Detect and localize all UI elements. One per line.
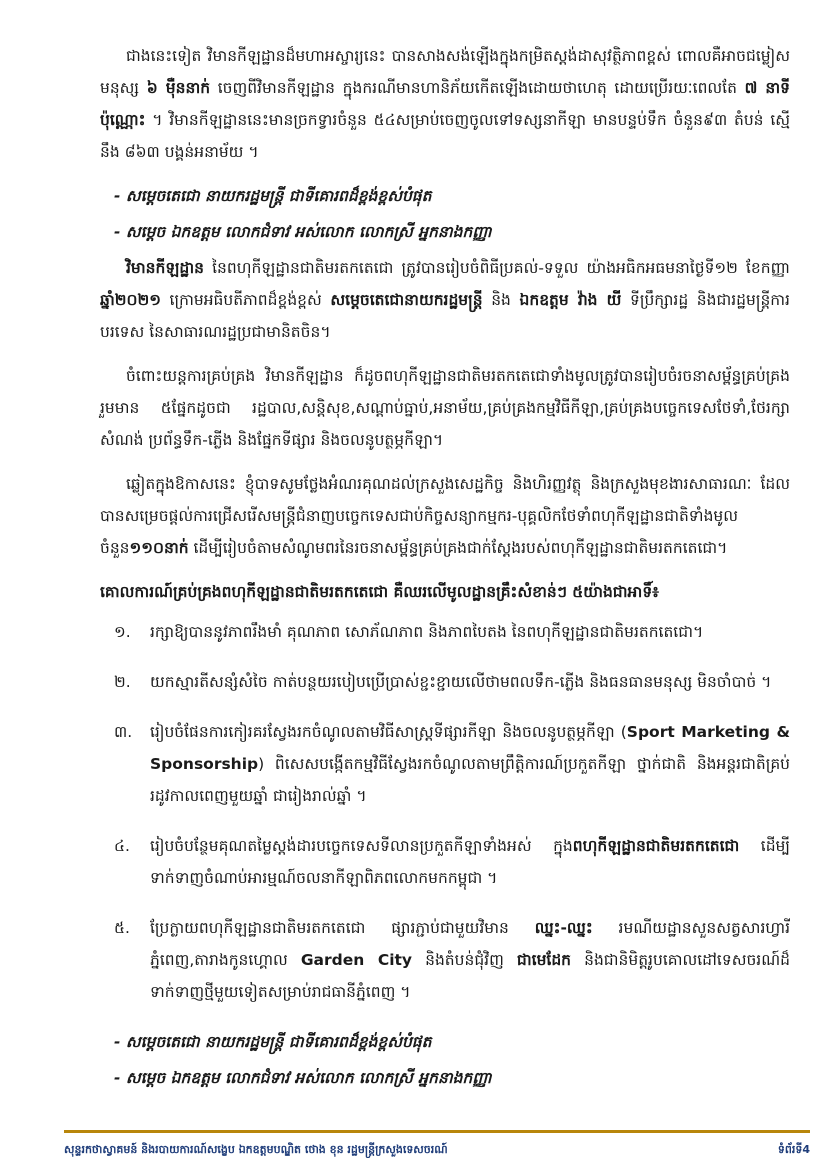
text-span: នៃពហុកីឡដ្ឋានជាតិមរតកតេជោ ត្រូវបានរៀបចំពិធីប្រគល់-ទទួល យ៉ាងអធិកអធមនាថ្ងៃទី១២ ខែកញ្ញា [203,259,790,277]
bold-span: ១១០នាក់ [129,539,189,557]
text-span: ជាងនេះទៀត វិមានកីឡដ្ឋានដ៏មហាអស្ចារ្យនេះ បានសាងសង់ឡើងក្នុងកម្រិតស្តង់ដាសុវត្ថិភាពខ្ពស់ ពោលគឺអាចជម្លៀសមនុស្ស [100,47,790,97]
salutation-line: - សម្តេចតេជោ នាយករដ្ឋមន្ត្រី ជាទីគោរពដ៏ខ្ពង់ខ្ពស់បំផុត [114,187,432,205]
item-number: ២. [114,673,131,691]
text-span: ក្រោមអធិបតីភាពដ៏ខ្ពង់ខ្ពស់ [160,291,331,309]
text-span: ខ្ញុំបាទសូមថ្លែងអំណរគុណដល់ក្រសួងសេដ្ឋកិច្ច និងហិរញ្ញវត្ថុ និងក្រសួងមុខងារសាធារណៈ ដែលបានសម្រេចផ្តល់ការជ្រើសរើសមន្ត្រីជំនាញបច្ចេកទេសជាប់កិច្ចសន្យាកម្មករ-បុគ្គលិកថែទាំពហុកីឡដ្ឋានជាតិទាំងមូល ចំនួន [100,475,790,557]
intro-paragraph [100,40,790,168]
text-span: ទីប្រឹក្សារដ្ឋ និងជារដ្ឋមន្ត្រីការបរទេស នៃសាធារណរដ្ឋប្រជាមានិតចិន។ [100,291,790,341]
salutation-line: - សម្តេច ឯកឧត្តម លោកជំទាវ អស់លោក លោកស្រី អ្នកនាងកញ្ញា [114,223,492,241]
text-span: ឆ្លៀតក្នុងឱកាសនេះ [126,475,236,493]
salutation-line: - សម្តេចតេជោ នាយករដ្ឋមន្ត្រី ជាទីគោរពដ៏ខ្ពង់ខ្ពស់បំផុត [114,1033,432,1051]
bold-span: ពហុកីឡដ្ឋានជាតិមរតកតេជោ [572,837,740,855]
text-span: ប្រែក្លាយពហុកីឡដ្ឋានជាតិមរតកតេជោ ផ្សារភ្ជាប់ជាមួយវិមាន [150,919,535,937]
footer-divider [64,1130,810,1133]
text-span: រៀបចំផែនការកៀរគរស្វែងរកចំណូលតាមវិធីសាស្ត្រទីផ្សារកីឡា និងចលនូបត្ថម្ភកីឡា ( [150,723,627,741]
bold-span: Garden City [300,951,413,969]
evacuation-capacity: ៦ ម៉ឺននាក់ [146,79,211,97]
list-item [100,716,790,812]
list-item [100,912,790,1008]
bold-span: វិមានកីឡដ្ឋាន [126,259,204,277]
item-number: ១. [114,623,131,641]
bold-span: សម្តេចតេជោនាយករដ្ឋមន្ត្រី [330,291,483,309]
text-span: រៀបចំបន្ថែមគុណតម្លៃស្តង់ដារបច្ចេកទេសទីលានប្រកួតកីឡាទាំងអស់ ក្នុង [150,837,573,855]
list-item [100,830,790,894]
salutation-line: - សម្តេច ឯកឧត្តម លោកជំទាវ អស់លោក លោកស្រី អ្នកនាងកញ្ញា [114,1069,492,1087]
bold-span: ឯកឧត្តម វ៉ាង យី [519,291,622,309]
text-span: និងជានិមិត្តរូបគោលដៅទេសចរណ៍ដ៏ទាក់ទាញថ្មីមួយទៀតសម្រាប់រាជធានីភ្នំពេញ ។ [150,951,790,1001]
evacuation-time: ៧ នាទីប៉ុណ្ណោះ [100,79,790,129]
bold-span: ឈ្នះ-ឈ្នះ [534,919,593,937]
text-span: រមណីយដ្ឋានសួនសត្វសារហ្វារីភ្នំពេញ,តារាងកូនហ្គោល [150,919,790,969]
item-number: ៤. [114,837,130,855]
thanks-paragraph [100,468,790,564]
text-span: ) ពិសេសបង្កើតកម្មវិធីស្វែងរកចំណូលតាមព្រឹត្តិការណ៍ប្រកួតកីឡា ថ្នាក់ជាតិ និងអន្តរជាតិគ្រប់រដូវកាលពេញមួយឆ្នាំ ជារៀងរាល់ឆ្នាំ ។ [150,755,790,805]
text-span: យកស្មារតីសន្សំសំចៃ កាត់បន្ថយរបៀបប្រើប្រាស់ខ្ជះខ្ជាយលើថាមពលទឹក-ភ្លើង និងធនធានមនុស្ស មិនចាំបាច់ ។ [150,673,772,691]
text-span: និងតំបន់ជុំវិញ [412,951,517,969]
text-span: ។ វិមានកីឡដ្ឋាននេះមានច្រកទ្វារចំនួន ៥៤សម្រាប់ចេញចូលទៅទស្សនាកីឡា មានបន្ទប់ទឹក ចំនួន៩៣ តំបន់ ស្មើនឹង ៨៦៣ បង្គន់អនាម័យ ។ [100,111,790,161]
policy-heading: គោលការណ៍គ្រប់គ្រងពហុកីឡដ្ឋានជាតិមរតកតេជោ គឺឈរលើមូលដ្ឋានគ្រឹះសំខាន់ៗ ៥យ៉ាងជាអាទិ៍៖ [100,583,659,601]
footer-title: សុន្ទរកថាស្វាគមន៍ និងរបាយការណ៍សង្ខេប ឯកឧត្តមបណ្ឌិត ថោង ខុន រដ្ឋមន្ត្រីក្រសួងទេសចរណ៍ [64,1143,448,1156]
bold-span: Sport Marketing & Sponsorship [150,723,790,773]
text-span: ដើម្បីទាក់ទាញចំណាប់អារម្មណ៍ចលនាកីឡាពិភពលោកមកកម្ពុជា ។ [150,837,790,887]
text-span: ដើម្បីរៀបចំតាមសំណូមពរនៃរចនាសម្ព័ន្ធគ្រប់គ្រងជាក់ស្តែងរបស់ពហុកីឡដ្ឋានជាតិមរតកតេជោ។ [188,539,728,557]
list-item [100,616,790,648]
item-number: ៣. [114,723,133,741]
text-span: រក្សាឱ្យបាននូវភាពរឹងមាំ គុណភាព សោភ័ណភាព និងភាពបៃតង នៃពហុកីឡដ្ឋានជាតិមរតកតេជោ។ [150,623,704,641]
list-item [100,666,790,698]
page-number: ទំព័រទី4 [777,1143,810,1156]
inauguration-paragraph [100,252,790,348]
bold-span: ឆ្នាំ២០២១ [100,291,161,309]
item-number: ៥. [114,919,130,937]
text-span: និង [482,291,520,309]
document-page [100,40,790,1098]
bold-span: ជាមេដែក [516,951,572,969]
text-span: ចេញពីវិមានកីឡដ្ឋាន ក្នុងករណីមានហានិភ័យកើតឡើងដោយថាហេតុ ដោយប្រើរយៈពេលតែ [210,79,745,97]
policy-list [100,616,790,1008]
management-paragraph: ចំពោះយន្តការគ្រប់គ្រង វិមានកីឡដ្ឋាន ក៏ដូចពហុកីឡដ្ឋានជាតិមរតកតេជោទាំងមូលត្រូវបានរៀបចំរចនាសម្ព័ន្ធគ្រប់គ្រងរួមមាន ៥ផ្នែកដូចជា រដ្ឋបាល,សន្តិសុខ,សណ្តាប់ធ្នាប់,អនាម័យ,គ្រប់គ្រងកម្មវិធីកីឡា,គ្រប់គ្រងបច្ចេកទេសថែទាំ,ថែរក្សាសំណង់ ប្រព័ន្ធទឹក-ភ្លើង និងផ្នែកទីផ្សារ និងចលនូបត្ថម្ភកីឡា។ [100,367,790,449]
page-footer [64,1138,810,1164]
